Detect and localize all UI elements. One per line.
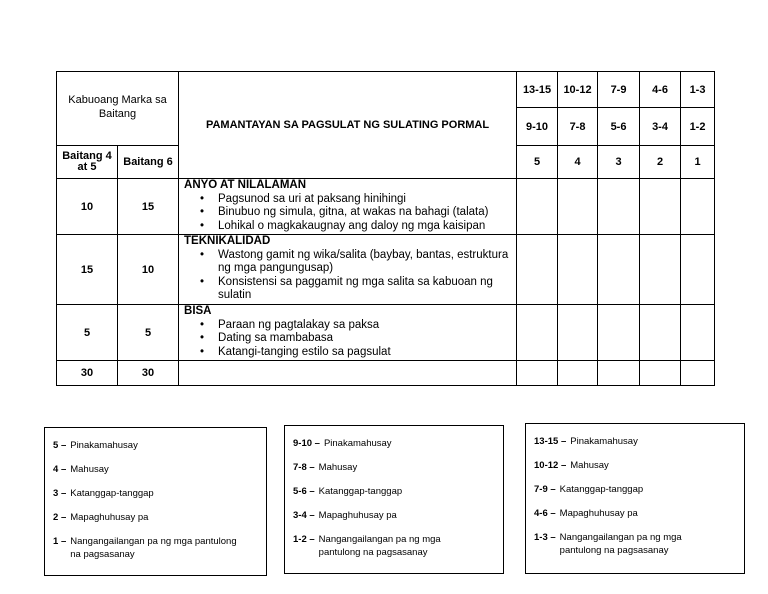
total-cell [179, 361, 517, 386]
list-item: • Katangi-tanging estilo sa pagsulat [218, 346, 516, 360]
table-row [57, 305, 715, 361]
legend-label: Mahusay [570, 460, 609, 471]
legend-box-1-10 [284, 425, 504, 574]
scale-3-4: 3-4 [640, 108, 681, 146]
total-baitang-6: 30 [118, 361, 179, 386]
scale-1-2: 1-2 [681, 108, 715, 146]
legend-key: 9-10 – [293, 438, 320, 449]
score-cell[interactable] [681, 235, 715, 305]
list-item [534, 507, 744, 520]
score-cell[interactable] [517, 361, 558, 386]
legend-key: 7-8 – [293, 462, 315, 473]
score-cell[interactable] [517, 305, 558, 361]
list-item [293, 461, 503, 474]
list-item [534, 531, 744, 557]
score-cell[interactable] [598, 361, 640, 386]
score-cell[interactable] [681, 179, 715, 235]
legend-key: 1 – [53, 536, 67, 547]
criterion-list [184, 249, 516, 303]
list-item: • Wastong gamit ng wika/salita (baybay, bantas, estruktura ng mga pangungusap) [218, 249, 516, 276]
scale-5-6: 5-6 [598, 108, 640, 146]
list-item: • Binubuo ng simula, gitna, at wakas na bahagi (talata) [218, 206, 516, 220]
list-item: • Lohikal o magkakaugnay ang daloy ng mga kaisipan [218, 220, 516, 234]
legend-key: 10-12 – [534, 460, 567, 471]
legend-label: Mahusay [318, 462, 358, 473]
rubric-table [56, 71, 715, 386]
score-cell[interactable] [598, 179, 640, 235]
score-cell[interactable] [640, 179, 681, 235]
score-cell[interactable] [517, 235, 558, 305]
list-item [293, 485, 503, 498]
legend-label: Nangangailangan pa ng mga pantulong na pagsasanay [70, 536, 237, 560]
list-item [53, 535, 266, 561]
criterion-cell [179, 305, 517, 361]
score-cell[interactable] [558, 235, 598, 305]
legend-key: 13-15 – [534, 436, 567, 447]
table-row [57, 235, 715, 305]
score-baitang-4-5: 10 [57, 179, 118, 235]
score-baitang-4-5: 15 [57, 235, 118, 305]
list-item [53, 511, 266, 524]
legend-key: 2 – [53, 512, 67, 523]
list-item: • Dating sa mambabasa [218, 332, 516, 346]
score-baitang-6: 15 [118, 179, 179, 235]
score-baitang-6: 5 [118, 305, 179, 361]
score-cell[interactable] [640, 235, 681, 305]
scale-5: 5 [517, 146, 558, 179]
score-cell[interactable] [598, 305, 640, 361]
scale-4: 4 [558, 146, 598, 179]
scale-7-8: 7-8 [558, 108, 598, 146]
total-baitang-4-5: 30 [57, 361, 118, 386]
scale-2: 2 [640, 146, 681, 179]
scale-1-3: 1-3 [681, 72, 715, 108]
list-item [534, 459, 744, 472]
legend-key: 4-6 – [534, 508, 556, 519]
legend-key: 4 – [53, 464, 67, 475]
legend-label: Pinakamahusay [70, 440, 138, 451]
scale-10-12: 10-12 [558, 72, 598, 108]
score-baitang-4-5: 5 [57, 305, 118, 361]
score-cell[interactable] [598, 235, 640, 305]
legend-label: Katanggap-tanggap [559, 484, 644, 495]
legend-label: Mahusay [70, 464, 109, 475]
baitang-6-header: Baitang 6 [118, 146, 179, 179]
score-cell[interactable] [558, 361, 598, 386]
legend-label: Mapaghuhusay pa [559, 508, 638, 519]
scale-1: 1 [681, 146, 715, 179]
legend-label: Mapaghuhusay pa [318, 510, 397, 521]
score-cell[interactable] [640, 305, 681, 361]
legend-key: 3-4 – [293, 510, 315, 521]
scale-7-9: 7-9 [598, 72, 640, 108]
list-item [53, 487, 266, 500]
criterion-title: ANYO AT NILALAMAN [184, 179, 307, 191]
legend-label: Katanggap-tanggap [70, 488, 154, 499]
rubric-title: PAMANTAYAN SA PAGSULAT NG SULATING PORMAL [179, 72, 517, 179]
scale-13-15: 13-15 [517, 72, 558, 108]
list-item [293, 437, 503, 450]
legend-key: 1-3 – [534, 532, 556, 543]
criterion-cell [179, 235, 517, 305]
legend-label: Mapaghuhusay pa [70, 512, 149, 523]
legend-box-1-15 [525, 423, 745, 574]
scale-4-6: 4-6 [640, 72, 681, 108]
kabuoang-marka-header: Kabuoang Marka sa Baitang [57, 72, 179, 146]
scale-9-10: 9-10 [517, 108, 558, 146]
score-cell[interactable] [558, 305, 598, 361]
criterion-title: BISA [184, 305, 212, 317]
score-cell[interactable] [681, 361, 715, 386]
criterion-list [184, 319, 516, 360]
legend-key: 7-9 – [534, 484, 556, 495]
baitang-4-5-header: Baitang 4 at 5 [57, 146, 118, 179]
total-row [57, 361, 715, 386]
score-cell[interactable] [640, 361, 681, 386]
list-item [534, 483, 744, 496]
legend-box-1-5 [44, 427, 267, 576]
legend-key: 5 – [53, 440, 67, 451]
list-item [534, 435, 744, 448]
criterion-title: TEKNIKALIDAD [184, 235, 271, 247]
list-item: • Paraan ng pagtalakay sa paksa [218, 319, 516, 333]
legend-label: Nangangailangan pa ng mga pantulong na pagsasanay [559, 532, 682, 556]
scale-3: 3 [598, 146, 640, 179]
legend-key: 5-6 – [293, 486, 315, 497]
legend-label: Nangangailangan pa ng mga pantulong na pagsasanay [318, 534, 441, 558]
list-item: • Konsistensi sa paggamit ng mga salita sa kabuoan ng sulatin [218, 276, 516, 303]
list-item: • Pagsunod sa uri at paksang hinihingi [218, 193, 516, 207]
legend-label: Katanggap-tanggap [318, 486, 403, 497]
list-item [53, 463, 266, 476]
legend-key: 3 – [53, 488, 67, 499]
score-cell[interactable] [681, 305, 715, 361]
list-item [53, 439, 266, 452]
legend-key: 1-2 – [293, 534, 315, 545]
score-baitang-6: 10 [118, 235, 179, 305]
criterion-list [184, 193, 516, 234]
legend-label: Pinakamahusay [323, 438, 392, 449]
legend-label: Pinakamahusay [570, 436, 638, 447]
list-item [293, 509, 503, 522]
table-row [57, 179, 715, 235]
score-cell[interactable] [558, 179, 598, 235]
criterion-cell [179, 179, 517, 235]
score-cell[interactable] [517, 179, 558, 235]
list-item [293, 533, 503, 559]
